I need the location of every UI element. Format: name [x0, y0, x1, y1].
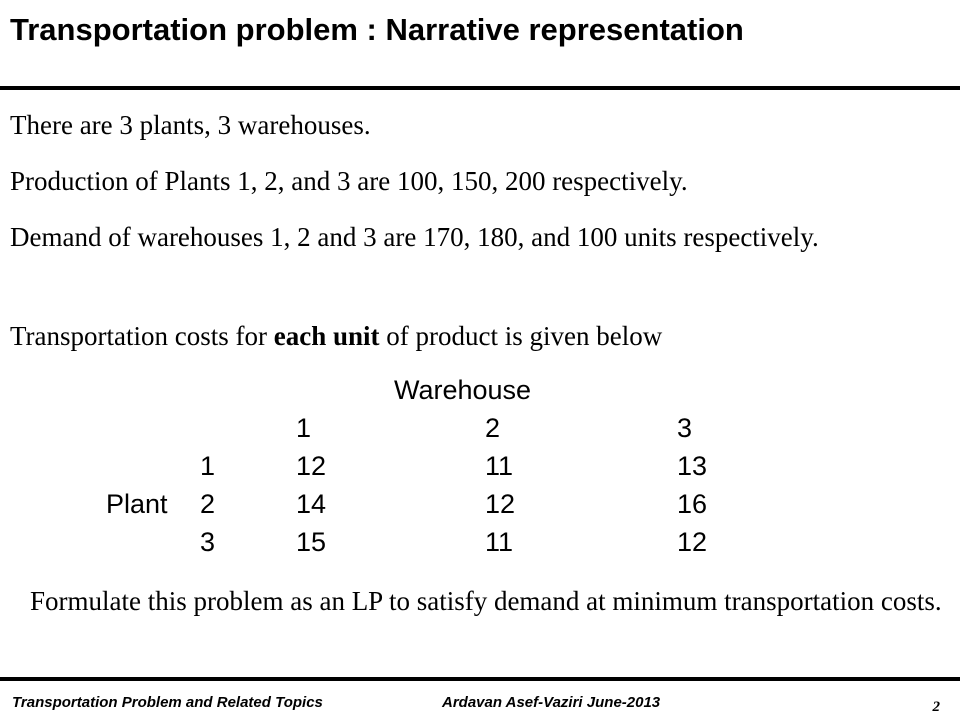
cost-cell: 16	[677, 489, 708, 519]
cost-cell: 12	[296, 451, 327, 481]
column-header-3: 3	[677, 413, 693, 443]
cost-cell: 14	[296, 489, 327, 519]
footer-divider	[0, 677, 960, 681]
warehouse-label: Warehouse	[394, 375, 532, 405]
slide-title: Transportation problem : Narrative representation	[10, 12, 744, 47]
paragraph-production: Production of Plants 1, 2, and 3 are 100, 150, 200 respectively.	[10, 166, 688, 196]
row-header-3: 3	[200, 527, 216, 557]
costs-intro-emphasis: each unit	[273, 321, 380, 351]
costs-intro-text-end: of product is given below	[379, 321, 663, 351]
paragraph-costs-intro	[10, 319, 940, 353]
costs-intro-text: Transportation costs for	[10, 321, 274, 351]
plant-label: Plant	[106, 489, 168, 519]
cost-cell: 12	[485, 489, 516, 519]
footer-author-date: Ardavan Asef-Vaziri June-2013	[442, 694, 661, 711]
row-header-2: 2	[200, 489, 216, 519]
cost-cell: 11	[485, 451, 514, 481]
cost-cell: 12	[677, 527, 708, 557]
paragraph-formulate: Formulate this problem as an LP to satisfy demand at minimum transportation costs.	[30, 586, 942, 616]
footer-topic: Transportation Problem and Related Topics	[12, 694, 323, 711]
paragraph-plants-warehouses: There are 3 plants, 3 warehouses.	[10, 110, 371, 140]
column-header-2: 2	[485, 413, 501, 443]
page-number: 2	[932, 699, 940, 715]
cost-cell: 15	[296, 527, 327, 557]
column-header-1: 1	[296, 413, 312, 443]
cost-cell: 13	[677, 451, 708, 481]
row-header-1: 1	[200, 451, 216, 481]
title-divider	[0, 86, 960, 90]
cost-cell: 11	[485, 527, 514, 557]
paragraph-demand: Demand of warehouses 1, 2 and 3 are 170, 180, and 100 units respectively.	[10, 222, 819, 252]
